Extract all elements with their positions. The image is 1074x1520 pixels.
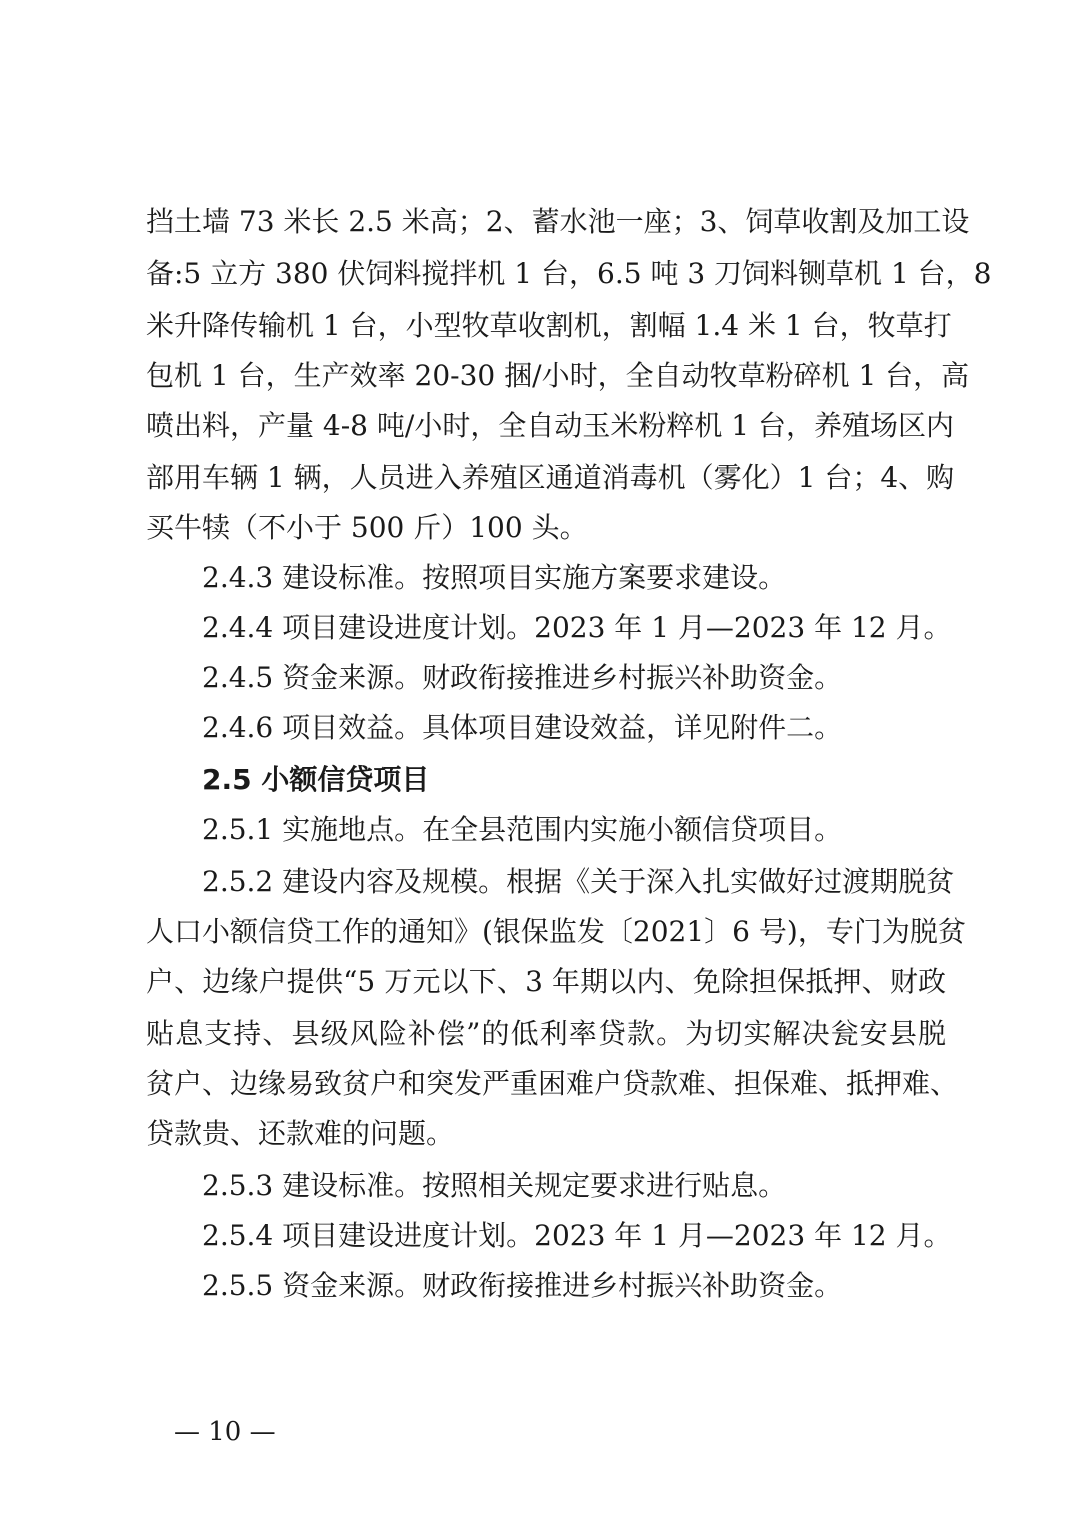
text-line: 人口小额信贷工作的通知》(银保监发〔2021〕6 号)，专门为脱贫 [146, 915, 966, 948]
paragraph-2-5-4: 2.5.4 项目建设进度计划。2023 年 1 月—2023 年 12 月。 [202, 1219, 952, 1252]
text-line: 米升降传输机 1 台，小型牧草收割机，割幅 1.4 米 1 台，牧草打 [146, 309, 952, 342]
page-number: — 10 — [174, 1417, 276, 1447]
paragraph-2-4-6: 2.4.6 项目效益。具体项目建设效益，详见附件二。 [202, 711, 843, 744]
text-line: 贷款贵、还款难的问题。 [146, 1117, 455, 1150]
paragraph-2-5-3: 2.5.3 建设标准。按照相关规定要求进行贴息。 [202, 1169, 787, 1202]
text-line: 部用车辆 1 辆，人员进入养殖区通道消毒机（雾化）1 台；4、购 [146, 461, 955, 494]
text-line: 包机 1 台，生产效率 20-30 捆/小时，全自动牧草粉碎机 1 台，高 [146, 359, 970, 392]
paragraph-2-4-3: 2.4.3 建设标准。按照项目实施方案要求建设。 [202, 561, 787, 594]
text-line: 贫户、边缘易致贫户和突发严重困难户贷款难、担保难、抵押难、 [146, 1067, 959, 1100]
paragraph-2-4-4: 2.4.4 项目建设进度计划。2023 年 1 月—2023 年 12 月。 [202, 611, 952, 644]
paragraph-2-5-5: 2.5.5 资金来源。财政衔接推进乡村振兴补助资金。 [202, 1269, 843, 1302]
paragraph-2-5-2: 2.5.2 建设内容及规模。根据《关于深入扎实做好过渡期脱贫 [202, 865, 955, 898]
text-line: 喷出料，产量 4-8 吨/小时，全自动玉米粉粹机 1 台，养殖场区内 [146, 409, 954, 442]
text-line: 买牛犊（不小于 500 斤）100 头。 [146, 511, 588, 544]
text-line: 备:5 立方 380 伏饲料搅拌机 1 台，6.5 吨 3 刀饲料铡草机 1 台，8 [146, 257, 992, 290]
paragraph-2-5-1: 2.5.1 实施地点。在全县范围内实施小额信贷项目。 [202, 813, 843, 846]
text-line: 户、边缘户提供“5 万元以下、3 年期以内、免除担保抵押、财政 [146, 965, 946, 998]
paragraph-2-4-5: 2.4.5 资金来源。财政衔接推进乡村振兴补助资金。 [202, 661, 843, 694]
text-line: 挡土墙 73 米长 2.5 米高；2、蓄水池一座；3、饲草收割及加工设 [146, 205, 970, 238]
section-heading-2-5: 2.5 小额信贷项目 [202, 763, 430, 796]
text-line: 贴息支持、县级风险补偿”的低利率贷款。为切实解决瓮安县脱 [146, 1017, 946, 1050]
